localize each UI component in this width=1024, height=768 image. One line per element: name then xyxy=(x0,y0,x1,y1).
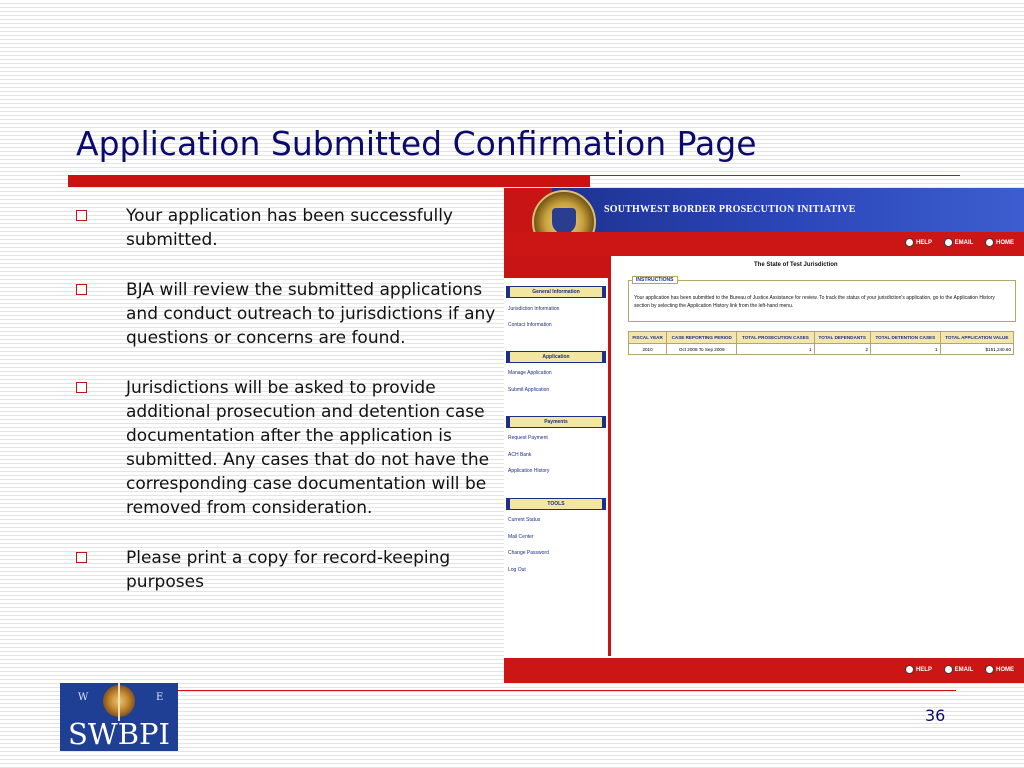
bullet-text: Jurisdictions will be asked to provide additional prosecution and detention case documentation after the application is submitted. Any cases that do not have the corresponding case documentation will be removed from consideration. xyxy=(126,378,490,518)
sidebar-link-log-out[interactable]: Log Out xyxy=(508,567,526,573)
table-row xyxy=(629,344,1014,355)
column-header: FISCAL YEAR xyxy=(629,332,667,344)
table-header-row xyxy=(629,332,1014,344)
column-header: CASE REPORTING PERIOD xyxy=(667,332,737,344)
sidebar-heading-application: Application xyxy=(510,352,602,362)
bullet-box-icon xyxy=(76,284,87,295)
bullet-item xyxy=(76,546,496,594)
column-header: TOTAL APPLICATION VALUE xyxy=(940,332,1013,344)
page-heading: The State of Test Jurisdiction xyxy=(754,262,838,268)
help-link[interactable]: HELP xyxy=(905,240,932,246)
table-cell: 1 xyxy=(737,344,814,355)
logo-text: SWBPI xyxy=(68,717,170,751)
bullet-text: Please print a copy for record-keeping purposes xyxy=(126,548,451,592)
email-icon xyxy=(944,665,953,674)
bullet-list xyxy=(76,204,496,620)
compass-needle-icon xyxy=(118,683,120,721)
sidebar-link-submit-application[interactable]: Submit Application xyxy=(508,387,550,393)
sidebar-link-ach-bank[interactable]: ACH Bank xyxy=(508,452,532,458)
bullet-box-icon xyxy=(76,552,87,563)
bottom-nav-links xyxy=(895,665,1014,674)
title-rule xyxy=(68,175,590,187)
seal-shield-icon xyxy=(552,208,576,234)
sidebar-heading-payments: Payments xyxy=(510,417,602,427)
home-link[interactable]: HOME xyxy=(985,240,1014,246)
table-cell: 1 xyxy=(871,344,941,355)
column-header: TOTAL DETENTION CASES xyxy=(871,332,941,344)
sidebar-heading-general: General Information xyxy=(510,287,602,297)
page-number: 36 xyxy=(925,706,946,725)
bullet-box-icon xyxy=(76,382,87,393)
logo-west: W xyxy=(78,692,89,703)
sidebar-link-application-history[interactable]: Application History xyxy=(508,468,550,474)
swbpi-logo xyxy=(60,683,178,751)
bullet-item xyxy=(76,204,496,252)
org-name: SOUTHWEST BORDER PROSECUTION INITIATIVE xyxy=(604,204,856,215)
title-rule-thin xyxy=(590,175,960,176)
slide-title: Application Submitted Confirmation Page xyxy=(76,124,757,163)
sidebar-link-current-status[interactable]: Current Status xyxy=(508,517,541,523)
bullet-text: Your application has been successfully submitted. xyxy=(126,206,453,250)
instructions-label: INSTRUCTIONS xyxy=(632,276,678,284)
sidebar-link-jurisdiction-information[interactable]: Jurisdiction Information xyxy=(508,306,560,312)
sidebar-heading-tools: TOOLS xyxy=(510,499,602,509)
application-screenshot xyxy=(504,188,1024,683)
email-link[interactable]: EMAIL xyxy=(944,667,974,673)
home-link[interactable]: HOME xyxy=(985,667,1014,673)
instructions-text: Your application has been submitted to the Bureau of Justice Assistance for review. To track the status of your jurisdiction's application, go to the Application History section by selecting the Application History link from the left-hand menu. xyxy=(634,295,995,309)
sidebar-link-request-payment[interactable]: Request Payment xyxy=(508,435,548,441)
bullet-text: BJA will review the submitted applications and conduct outreach to jurisdictions if any questions or concerns are found. xyxy=(126,280,496,348)
logo-east: E xyxy=(156,692,164,703)
column-header: TOTAL PROSECUTION CASES xyxy=(737,332,814,344)
table-cell: Oct 2008 To Sep 2009 xyxy=(667,344,737,355)
column-header: TOTAL DEFENDANTS xyxy=(814,332,870,344)
application-table xyxy=(628,331,1014,355)
home-icon xyxy=(985,238,994,247)
help-icon xyxy=(905,238,914,247)
sidebar-top-accent xyxy=(504,256,608,278)
bullet-item xyxy=(76,376,496,520)
sidebar-link-mail-center[interactable]: Mail Center xyxy=(508,534,534,540)
help-link[interactable]: HELP xyxy=(905,667,932,673)
table-cell: $151,240.60 xyxy=(940,344,1013,355)
sidebar-link-change-password[interactable]: Change Password xyxy=(508,550,549,556)
bullet-item xyxy=(76,278,496,350)
table-cell: 2010 xyxy=(629,344,667,355)
help-icon xyxy=(905,665,914,674)
bullet-box-icon xyxy=(76,210,87,221)
sidebar-link-contact-information[interactable]: Contact Information xyxy=(508,322,552,328)
top-nav-links xyxy=(895,238,1014,247)
email-link[interactable]: EMAIL xyxy=(944,240,974,246)
home-icon xyxy=(985,665,994,674)
sidebar-link-manage-application[interactable]: Manage Application xyxy=(508,370,552,376)
email-icon xyxy=(944,238,953,247)
table-cell: 2 xyxy=(814,344,870,355)
footer-rule xyxy=(178,690,956,691)
